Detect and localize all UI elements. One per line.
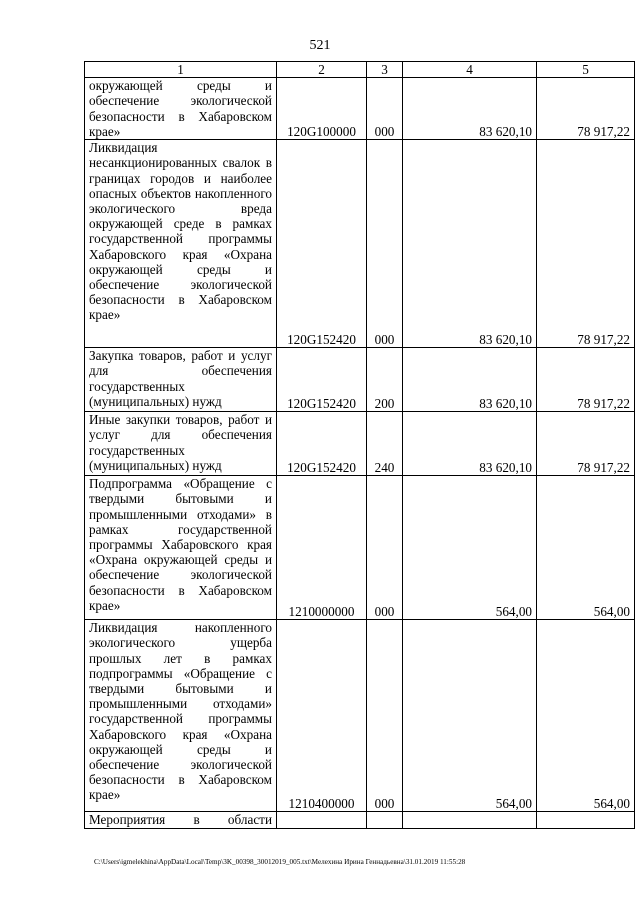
- row-amount-2: 564,00: [537, 476, 635, 620]
- row-target-code: 120G100000: [277, 78, 367, 140]
- row-amount-1: 83 620,10: [403, 348, 537, 412]
- row-name: Иные закупки товаров, работ и услуг для обеспечения государственных (муниципальных) нужд: [85, 412, 277, 476]
- page-number: 521: [309, 38, 331, 53]
- row-target-code: 120G152420: [277, 348, 367, 412]
- header-col-3: 3: [367, 62, 403, 78]
- row-amount-1: 564,00: [403, 620, 537, 812]
- row-amount-2: [537, 812, 635, 829]
- header-col-2: 2: [277, 62, 367, 78]
- table-header-row: [85, 62, 635, 78]
- row-target-code: [277, 812, 367, 829]
- table-row: [85, 476, 635, 620]
- row-name: Подпрограмма «Обращение с твердыми бытовыми и промышленными отходами» в рамках государственной программы Хабаровского края «Охрана окружающей среды и обеспечение экологической безопасности в Хабаровском крае»: [85, 476, 277, 620]
- table-row: [85, 78, 635, 140]
- row-amount-2: 564,00: [537, 620, 635, 812]
- row-amount-1: 83 620,10: [403, 412, 537, 476]
- row-name: Ликвидация несанкционированных свалок в границах городов и наиболее опасных объектов накопленного экологического вреда окружающей среде в рамках государственной программы Хабаровского края «Охрана окружающей среды и обеспечение экологической безопасности в Хабаровском крае»: [85, 140, 277, 348]
- table-row: [85, 348, 635, 412]
- table-row: [85, 412, 635, 476]
- table-row: [85, 812, 635, 829]
- row-amount-2: 78 917,22: [537, 140, 635, 348]
- table-row: [85, 140, 635, 348]
- row-expense-type: [367, 812, 403, 829]
- file-path-footer: C:\Users\igmelekhina\AppData\Local\Temp\3K_00398_30012019_005.txt\Мелехина Ирина Геннадьевна\31.01.2019 11:55:28: [94, 858, 466, 866]
- row-name: Мероприятия в области: [85, 812, 277, 829]
- row-name: окружающей среды и обеспечение экологической безопасности в Хабаровском крае»: [85, 78, 277, 140]
- budget-table: [84, 61, 635, 829]
- row-expense-type: 000: [367, 78, 403, 140]
- row-amount-1: [403, 812, 537, 829]
- row-amount-2: 78 917,22: [537, 348, 635, 412]
- row-target-code: 1210400000: [277, 620, 367, 812]
- row-amount-2: 78 917,22: [537, 78, 635, 140]
- header-col-4: 4: [403, 62, 537, 78]
- row-expense-type: 000: [367, 620, 403, 812]
- row-target-code: 1210000000: [277, 476, 367, 620]
- row-target-code: 120G152420: [277, 140, 367, 348]
- row-target-code: 120G152420: [277, 412, 367, 476]
- table-row: [85, 620, 635, 812]
- row-amount-1: 564,00: [403, 476, 537, 620]
- row-amount-1: 83 620,10: [403, 78, 537, 140]
- row-name: Ликвидация накопленного экологического ущерба прошлых лет в рамках подпрограммы «Обращение с твердыми бытовыми и промышленными отходами» государственной программы Хабаровского края «Охрана окружающей среды и обеспечение экологической безопасности в Хабаровском крае»: [85, 620, 277, 812]
- row-amount-2: 78 917,22: [537, 412, 635, 476]
- header-col-5: 5: [537, 62, 635, 78]
- row-expense-type: 000: [367, 476, 403, 620]
- row-expense-type: 000: [367, 140, 403, 348]
- header-col-1: 1: [85, 62, 277, 78]
- row-expense-type: 240: [367, 412, 403, 476]
- row-amount-1: 83 620,10: [403, 140, 537, 348]
- row-name: Закупка товаров, работ и услуг для обеспечения государственных (муниципальных) нужд: [85, 348, 277, 412]
- row-expense-type: 200: [367, 348, 403, 412]
